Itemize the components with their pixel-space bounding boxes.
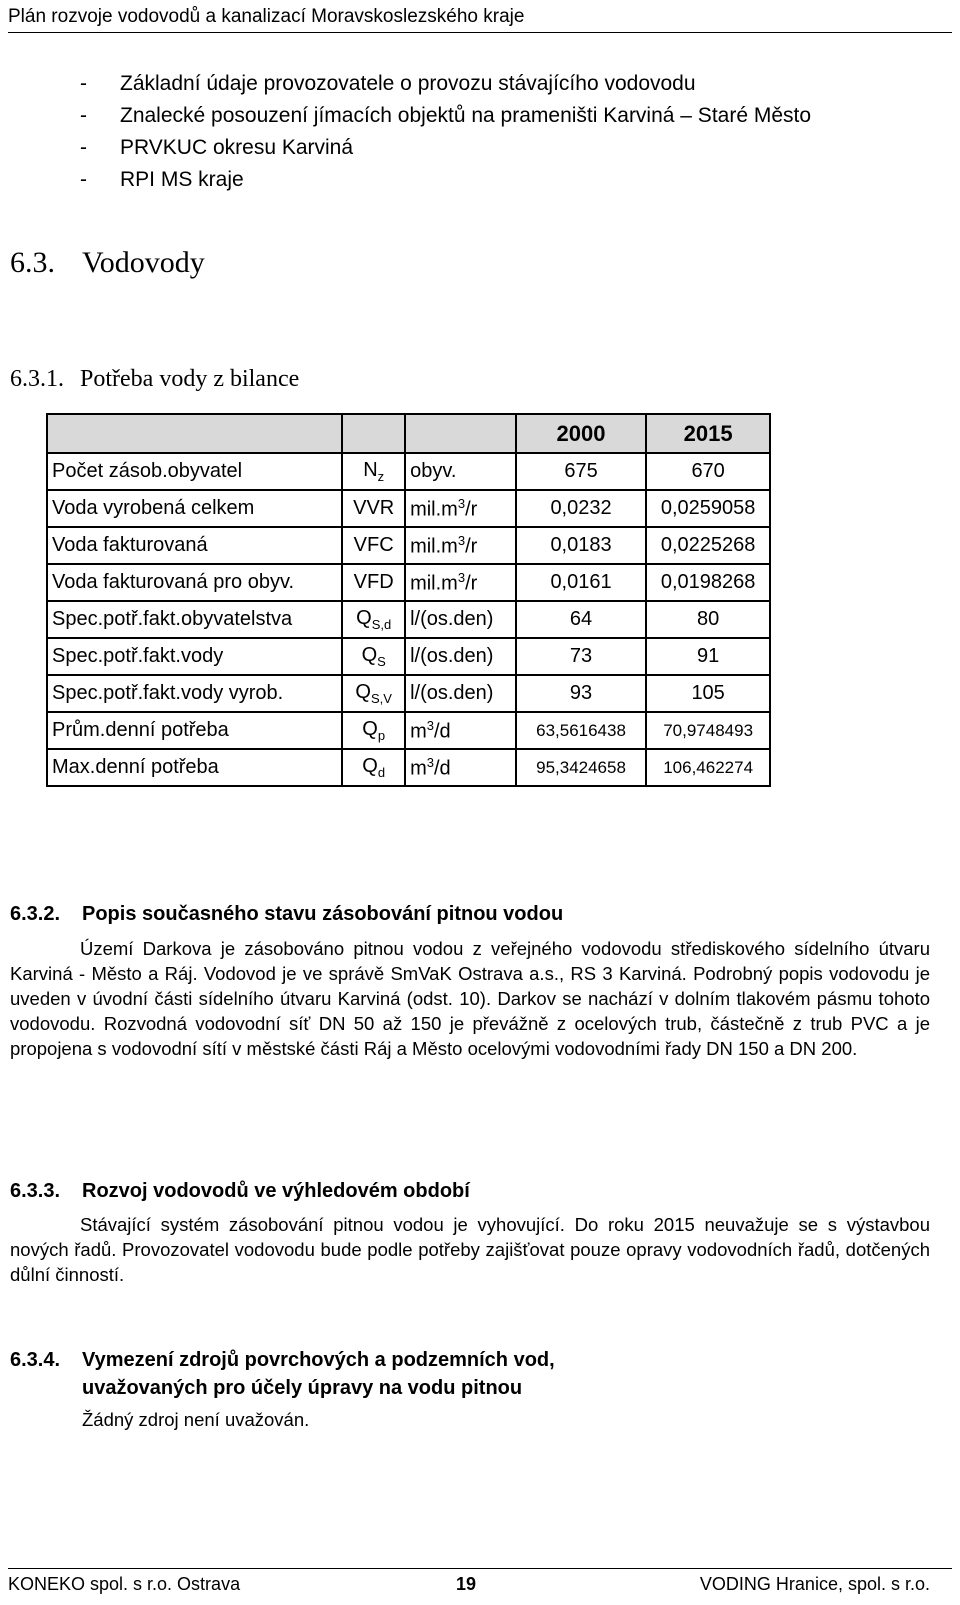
page-header-title: Plán rozvoje vodovodů a kanalizací Moravskoslezského kraje: [8, 6, 525, 27]
section-heading-6-3-4: 6.3.4. Vymezení zdrojů povrchových a podzemních vod, uvažovaných pro účely úpravy na vodu pitnou: [10, 1349, 555, 1399]
table-row: [47, 527, 770, 564]
row-unit: l/(os.den): [405, 675, 516, 712]
row-label: Voda fakturovaná: [47, 527, 342, 564]
row-unit: $mil.m^3/r$: [405, 490, 516, 527]
row-symbol: $Q_{S,d}$: [342, 601, 405, 638]
footer-divider: [8, 1568, 952, 1569]
row-label: Spec.potř.fakt.obyvatelstva: [47, 601, 342, 638]
row-unit: $mil.m^3/r$: [405, 527, 516, 564]
row-symbol: $N_z$: [342, 453, 405, 490]
value-2000: 0,0232: [516, 490, 646, 527]
value-2000: 0,0183: [516, 527, 646, 564]
value-2000: 93: [516, 675, 646, 712]
table-row: [47, 601, 770, 638]
row-symbol: $Q_d$: [342, 749, 405, 786]
value-2015: 105: [646, 675, 770, 712]
row-symbol: VVR: [342, 490, 405, 527]
section-heading-6-3-1: 6.3.1. Potřeba vody z bilance: [10, 366, 300, 392]
footer-left: KONEKO spol. s r.o. Ostrava: [8, 1574, 241, 1594]
year-header: 2015: [646, 414, 770, 453]
row-symbol: VFC: [342, 527, 405, 564]
source-item: - PRVKUC okresu Karviná: [80, 136, 354, 159]
row-label: Voda vyrobená celkem: [47, 490, 342, 527]
row-symbol: VFD: [342, 564, 405, 601]
row-unit: $m^3/d$: [405, 749, 516, 786]
value-2000: 0,0161: [516, 564, 646, 601]
row-label: Počet zásob.obyvatel: [47, 453, 342, 490]
row-symbol: $Q_S$: [342, 638, 405, 675]
value-2015: 106,462274: [646, 749, 770, 786]
value-2015: 0,0198268: [646, 564, 770, 601]
row-label: Voda fakturovaná pro obyv.: [47, 564, 342, 601]
value-2015: 670: [646, 453, 770, 490]
value-2000: 675: [516, 453, 646, 490]
row-symbol: $Q_p$: [342, 712, 405, 749]
value-2015: 80: [646, 601, 770, 638]
section-heading-6-3: 6.3. Vodovody: [10, 246, 205, 279]
section-6-3-2-text: Území Darkova je zásobováno pitnou vodou z veřejného vodovodu střediskového sídelního útvaru Karviná - Město a Ráj. Vodovod je ve správě SmVaK Ostrava a.s., RS 3 Karviná. Podrobný popis vodovodu je uveden v úvodní části sídelního útvaru Karviná (odst. 10). Darkov se nachází v dolním tlakovém pásmu tohoto vodovodu. Rozvodná vodovodní síť DN 50 až 150 je převážně z ocelových trub, částečně z trub PVC a je propojena s vodovodní sítí v městské části Ráj a Město ocelovými vodovodními řady DN 150 a DN 200.: [10, 938, 930, 1059]
value-2000: 64: [516, 601, 646, 638]
value-2000: 95,3424658: [516, 749, 646, 786]
section-heading-6-3-3: 6.3.3. Rozvoj vodovodů ve výhledovém období: [10, 1180, 470, 1202]
source-item: - RPI MS kraje: [80, 168, 244, 191]
table-row: [47, 749, 770, 786]
section-heading-6-3-2: 6.3.2. Popis současného stavu zásobování pitnou vodou: [10, 903, 564, 925]
section-6-3-4-text: Žádný zdroj není uvažován.: [82, 1409, 310, 1430]
table-row: [47, 453, 770, 490]
value-2015: 0,0225268: [646, 527, 770, 564]
row-label: Prům.denní potřeba: [47, 712, 342, 749]
year-header: 2000: [516, 414, 646, 453]
row-unit: $m^3/d$: [405, 712, 516, 749]
table-row: [47, 490, 770, 527]
table-row: [47, 712, 770, 749]
source-item: - Znalecké posouzení jímacích objektů na prameništi Karviná – Staré Město: [80, 104, 812, 127]
row-unit: l/(os.den): [405, 638, 516, 675]
table-row: [47, 564, 770, 601]
value-2000: 63,5616438: [516, 712, 646, 749]
row-unit: l/(os.den): [405, 601, 516, 638]
source-item: - Základní údaje provozovatele o provozu stávajícího vodovodu: [80, 72, 696, 95]
footer-right: VODING Hranice, spol. s r.o.: [699, 1574, 930, 1594]
page-number: 19: [456, 1574, 477, 1594]
header-divider: [8, 32, 952, 33]
value-2000: 73: [516, 638, 646, 675]
row-label: Max.denní potřeba: [47, 749, 342, 786]
table-row: [47, 675, 770, 712]
table-header-row: [47, 414, 770, 453]
row-label: Spec.potř.fakt.vody: [47, 638, 342, 675]
water-balance-table: [46, 413, 771, 787]
row-label: Spec.potř.fakt.vody vyrob.: [47, 675, 342, 712]
row-symbol: $Q_{S,V}$: [342, 675, 405, 712]
section-6-3-3-text: Stávající systém zásobování pitnou vodou je vyhovující. Do roku 2015 neuvažuje se s výstavbou nových řadů. Provozovatel vodovodu bude podle potřeby zajišťovat pouze opravy vodovodních řadů, dotčených důlní činností.: [10, 1214, 930, 1285]
value-2015: 91: [646, 638, 770, 675]
source-list: [82, 68, 811, 196]
value-2015: 70,9748493: [646, 712, 770, 749]
row-unit: obyv.: [405, 453, 516, 490]
row-unit: $mil.m^3/r$: [405, 564, 516, 601]
value-2015: 0,0259058: [646, 490, 770, 527]
table-row: [47, 638, 770, 675]
